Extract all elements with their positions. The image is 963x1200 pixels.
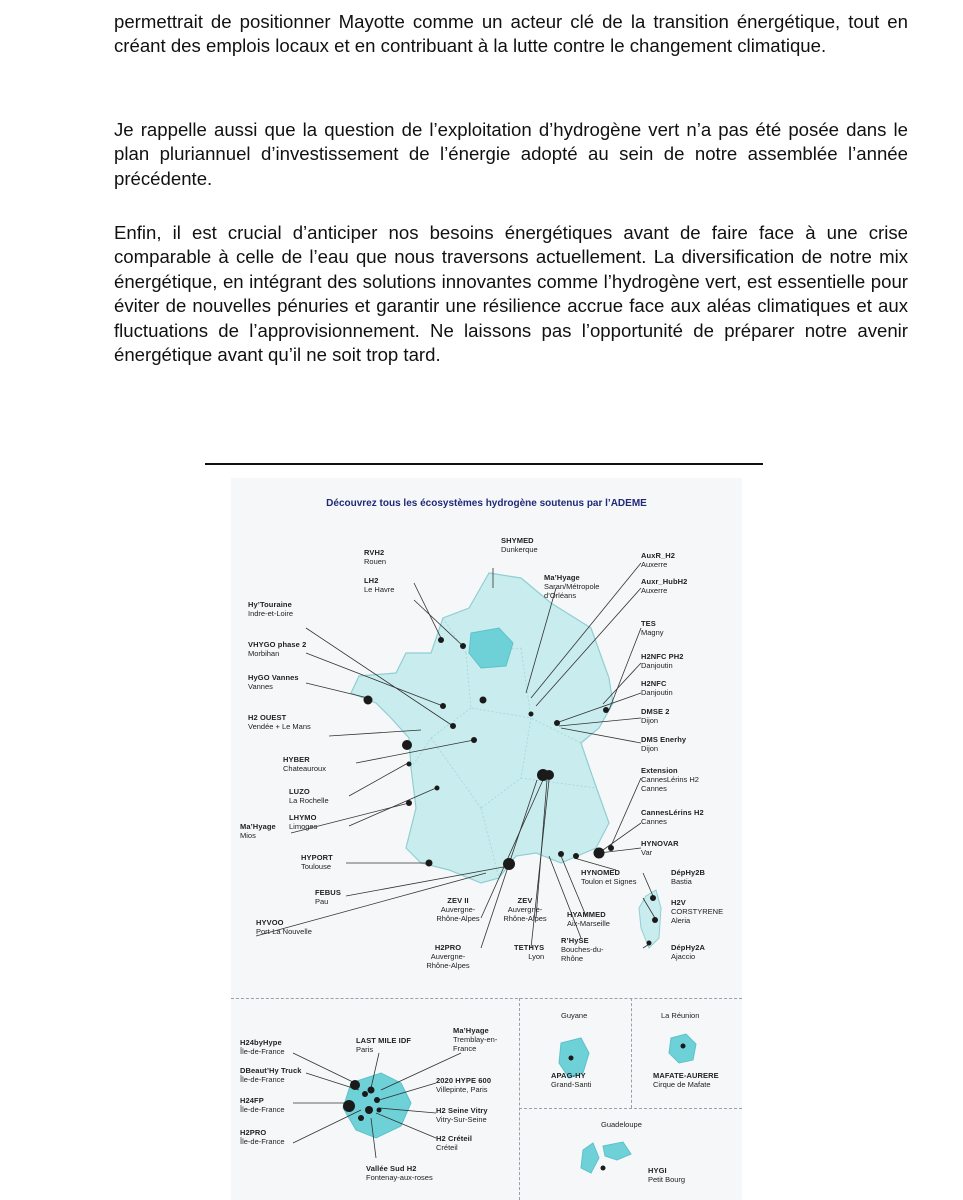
dot-tethys bbox=[544, 770, 554, 780]
label-h2nfc-ph2: H2NFC PH2 Danjoutin bbox=[641, 652, 684, 670]
label-dmse2: DMSE 2 Dijon bbox=[641, 707, 670, 725]
label-mahyage-saran: Ma’Hyage Saran/Métropole d’Orléans bbox=[544, 573, 600, 600]
dot-mahyage-saran bbox=[480, 697, 487, 704]
label-hyber: HYBER Chateauroux bbox=[283, 755, 326, 773]
guadeloupe-shape bbox=[581, 1142, 631, 1173]
paragraph-1: permettrait de positionner Mayotte comme un acteur clé de la transition énergétique, tout en créant des emplois locaux et en contribuant à la lutte contre le changement climatique. bbox=[114, 11, 908, 57]
idf-dot-6 bbox=[365, 1106, 373, 1114]
label-zev-ii: ZEV II Auvergne-Rhône-Alpes bbox=[436, 896, 480, 923]
dot-rvh2 bbox=[438, 637, 444, 643]
label-auxr-h2: AuxR_H2 Auxerre bbox=[641, 551, 676, 569]
dot-hytouraine bbox=[450, 723, 456, 729]
label-shymed: SHYMED Dunkerque bbox=[501, 536, 538, 554]
idf-dot-2 bbox=[343, 1100, 355, 1112]
inset-separator-top bbox=[231, 998, 742, 999]
idf-label-h24fp: H24FP Île-de-France bbox=[240, 1096, 285, 1114]
dot-cannes bbox=[608, 845, 614, 851]
reunion-title: La Réunion bbox=[661, 1011, 700, 1020]
inset-separator-middle bbox=[519, 1108, 742, 1109]
dot-dijon bbox=[554, 720, 560, 726]
inset-separator-vertical-2 bbox=[631, 998, 632, 1108]
label-hyammed: HYAMMED Aix-Marseille bbox=[567, 910, 610, 928]
dot-hynovar bbox=[594, 848, 605, 859]
reunion-shape bbox=[669, 1034, 696, 1063]
dot-aleria bbox=[652, 917, 658, 923]
idf-label-vallee-sud: Vallée Sud H2 Fontenay-aux-roses bbox=[366, 1164, 433, 1182]
label-h2nfc: H2NFC Danjoutin bbox=[641, 679, 673, 697]
idf-label-seine-vitry: H2 Seine Vitry Vitry-Sur-Seine bbox=[436, 1106, 488, 1124]
idf-dot-5 bbox=[374, 1097, 380, 1103]
label-dephy2a: DépHy2A Ajaccio bbox=[671, 943, 706, 961]
guadeloupe-dot bbox=[601, 1166, 606, 1171]
guyane-label: APAG-HY Grand-Santi bbox=[551, 1071, 592, 1089]
idf-label-h2pro: H2PRO Île-de-France bbox=[240, 1128, 285, 1146]
paragraph-3: Enfin, il est crucial d’anticiper nos besoins énergétiques avant de faire face à une crise comparable à celle de l’eau que nous traversons actuellement. La diversification de notre mix énergétique, en intégrant des solutions innovantes comme l’hydrogène vert, est essentielle pour éviter de nouvelles pénuries et garantir une résilience accrue face aux aléas climatiques et aux fluctuations de l’approvisionnement. Ne laissons pas l’opportunité de préparer notre avenir énergétique avant qu’il ne soit trop tard. bbox=[114, 222, 908, 366]
guadeloupe-label: HYGI Petit Bourg bbox=[648, 1166, 686, 1184]
label-lhymo: LHYMO Limoges bbox=[289, 813, 318, 831]
dot-danjoutin bbox=[603, 707, 609, 713]
dot-auxerre bbox=[529, 712, 534, 717]
dot-hyvoo bbox=[503, 858, 515, 870]
france-mainland bbox=[351, 573, 613, 883]
idf-dot-4 bbox=[368, 1087, 375, 1094]
inset-separator-vertical bbox=[519, 998, 520, 1200]
label-hynovar: HYNOVAR Var bbox=[641, 839, 679, 857]
label-hyport: HYPORT Toulouse bbox=[301, 853, 333, 871]
idf-dot-1 bbox=[350, 1080, 360, 1090]
dot-hygo-vannes bbox=[364, 696, 373, 705]
dot-lh2 bbox=[460, 643, 466, 649]
label-febus: FEBUS Pau bbox=[315, 888, 341, 906]
label-hygo-vannes: HyGO Vannes Vannes bbox=[248, 673, 299, 691]
dot-h2-ouest bbox=[402, 740, 412, 750]
label-h2-ouest: H2 OUEST Vendée + Le Mans bbox=[248, 713, 311, 731]
label-hytouraine: Hy’Touraine Indre-et-Loire bbox=[248, 600, 294, 618]
reunion-label: MAFATE-AURERE Cirque de Mafate bbox=[653, 1071, 719, 1089]
label-hynomed: HYNOMED Toulon et Signes bbox=[581, 868, 637, 886]
map-title: Découvrez tous les écosystèmes hydrogène soutenus par l’ADEME bbox=[326, 498, 647, 509]
label-mahyage-mios: Ma’Hyage Mios bbox=[240, 822, 276, 840]
dot-hyber bbox=[471, 737, 477, 743]
guyane-title: Guyane bbox=[561, 1011, 588, 1020]
idf-dot-3 bbox=[362, 1091, 368, 1097]
dot-lhymo bbox=[435, 786, 440, 791]
dot-hyport bbox=[426, 860, 433, 867]
idf-label-h24byhype: H24byHype Île-de-France bbox=[240, 1038, 285, 1056]
dot-vhygo bbox=[440, 703, 446, 709]
label-canneslerins: CannesLérins H2 Cannes bbox=[641, 808, 704, 826]
label-luzo: LUZO La Rochelle bbox=[289, 787, 329, 805]
label-rhyse: R’HySE Bouches-du-Rhône bbox=[561, 936, 604, 963]
dot-rhyse bbox=[573, 853, 579, 859]
idf-dot-8 bbox=[377, 1108, 382, 1113]
label-zev: ZEV Auvergne-Rhône-Alpes bbox=[503, 896, 547, 923]
label-extension-cannes: Extension CannesLérins H2 Cannes bbox=[641, 766, 699, 793]
guyane-dot bbox=[569, 1056, 574, 1061]
dot-bastia bbox=[650, 895, 656, 901]
idf-label-creteil: H2 Créteil Créteil bbox=[436, 1134, 473, 1152]
label-hyvoo: HYVOO Port-La Nouvelle bbox=[256, 918, 312, 936]
idf-label-hype600: 2020 HYPE 600 Villepinte, Paris bbox=[436, 1076, 492, 1094]
dot-hyammed bbox=[558, 851, 564, 857]
dot-ajaccio bbox=[647, 941, 652, 946]
dot-luzo bbox=[407, 762, 412, 767]
label-auxr-hubh2: Auxr_HubH2 Auxerre bbox=[641, 577, 688, 595]
idf-label-dbeauthy: DBeaut’Hy Truck Île-de-France bbox=[240, 1066, 302, 1084]
label-vhygo: VHYGO phase 2 Morbihan bbox=[248, 640, 307, 658]
idf-label-mahyage: Ma’Hyage Tremblay-en-France bbox=[453, 1026, 498, 1053]
idf-dot-7 bbox=[358, 1115, 364, 1121]
reunion-dot bbox=[681, 1044, 686, 1049]
label-tes: TES Magny bbox=[641, 619, 664, 637]
section-divider bbox=[205, 463, 763, 465]
dot-mios bbox=[406, 800, 412, 806]
label-h2pro: H2PRO Auvergne-Rhône-Alpes bbox=[426, 943, 470, 970]
guadeloupe-title: Guadeloupe bbox=[601, 1120, 642, 1129]
label-lh2: LH2 Le Havre bbox=[364, 576, 395, 594]
label-tethys: TETHYS Lyon bbox=[514, 943, 545, 961]
paragraph-2: Je rappelle aussi que la question de l’exploitation d’hydrogène vert n’a pas été posée dans le plan pluriannuel d’investissement de l’énergie adopté au sein de notre assemblée l’année précédente. bbox=[114, 119, 908, 189]
label-rvh2: RVH2 Rouen bbox=[364, 548, 387, 566]
label-dms-enerhy: DMS Enerhy Dijon bbox=[641, 735, 687, 753]
label-h2v: H2V CORSTYRENE Aleria bbox=[671, 898, 724, 925]
label-dephy2b: DépHy2B Bastia bbox=[671, 868, 706, 886]
idf-label-last-mile: LAST MILE IDF Paris bbox=[356, 1036, 412, 1054]
ademe-hydrogen-map bbox=[231, 478, 742, 1200]
